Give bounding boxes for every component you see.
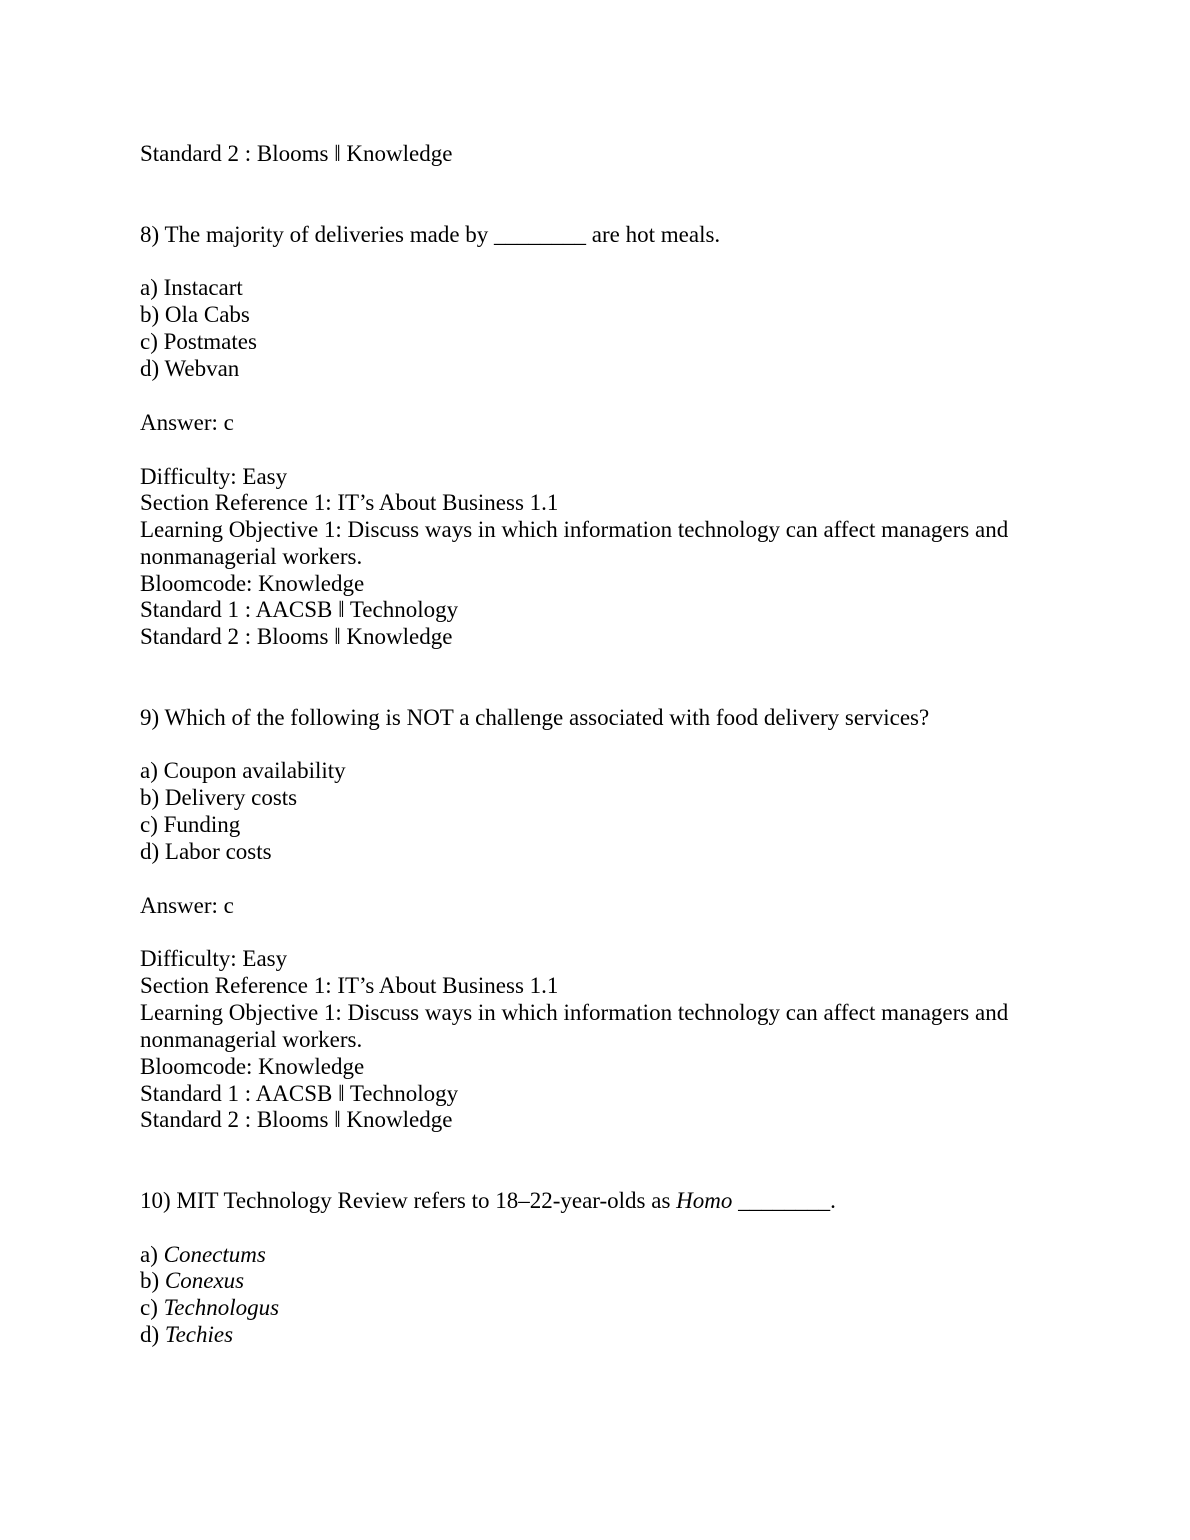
q10-option-b	[140, 1267, 244, 1294]
q8-bloomcode: Bloomcode: Knowledge	[140, 571, 365, 596]
q7-standard2: Standard 2 : Blooms ‖ Knowledge	[140, 141, 453, 166]
q9-learning-objective-line1: Learning Objective 1: Discuss ways in which information technology can affect managers and	[140, 1000, 1009, 1025]
q10-option-b-text: Conexus	[164, 1268, 245, 1293]
q10-option-a-text: Conectums	[163, 1242, 266, 1267]
q9-difficulty: Difficulty: Easy	[140, 946, 288, 971]
q9-standard1: Standard 1 : AACSB ‖ Technology	[140, 1081, 459, 1106]
q10-option-d-letter: d)	[140, 1322, 165, 1347]
q10-question-suffix: ________.	[732, 1188, 836, 1213]
q8-learning-objective-line1: Learning Objective 1: Discuss ways in which information technology can affect managers and	[140, 517, 1009, 542]
q8-option-b: b) Ola Cabs	[140, 302, 250, 327]
q9-option-a: a) Coupon availability	[140, 758, 346, 783]
q9-standard2: Standard 2 : Blooms ‖ Knowledge	[140, 1107, 453, 1132]
q10-option-d	[140, 1321, 233, 1348]
q9-option-b: b) Delivery costs	[140, 785, 298, 810]
q8-learning-objective-line2: nonmanagerial workers.	[140, 544, 363, 569]
q9-option-c: c) Funding	[140, 812, 241, 837]
q10-option-a-letter: a)	[140, 1242, 164, 1267]
q8-difficulty: Difficulty: Easy	[140, 464, 288, 489]
q10-question-italic: Homo	[676, 1188, 733, 1213]
q8-question: 8) The majority of deliveries made by ________ are hot meals.	[140, 222, 721, 247]
q10-question-prefix: 10) MIT Technology Review refers to 18–22-year-olds as	[140, 1188, 677, 1213]
q10-option-b-letter: b)	[140, 1268, 165, 1293]
q8-option-d: d) Webvan	[140, 356, 240, 381]
q10-question	[140, 1187, 836, 1214]
q8-standard2: Standard 2 : Blooms ‖ Knowledge	[140, 624, 453, 649]
q10-option-a	[140, 1241, 266, 1268]
q10-option-c	[140, 1294, 279, 1321]
q8-answer: Answer: c	[140, 410, 234, 435]
q9-section-reference: Section Reference 1: IT’s About Business 1.1	[140, 973, 559, 998]
q9-bloomcode: Bloomcode: Knowledge	[140, 1054, 365, 1079]
q9-learning-objective-line2: nonmanagerial workers.	[140, 1027, 363, 1052]
q8-option-a: a) Instacart	[140, 275, 243, 300]
q10-option-c-letter: c)	[140, 1295, 164, 1320]
q8-standard1: Standard 1 : AACSB ‖ Technology	[140, 597, 459, 622]
q9-option-d: d) Labor costs	[140, 839, 272, 864]
q8-section-reference: Section Reference 1: IT’s About Business 1.1	[140, 490, 559, 515]
q10-option-c-text: Technologus	[163, 1295, 280, 1320]
q10-option-d-text: Techies	[164, 1322, 234, 1347]
q9-answer: Answer: c	[140, 893, 234, 918]
q9-question: 9) Which of the following is NOT a challenge associated with food delivery services?	[140, 705, 930, 730]
q8-option-c: c) Postmates	[140, 329, 257, 354]
